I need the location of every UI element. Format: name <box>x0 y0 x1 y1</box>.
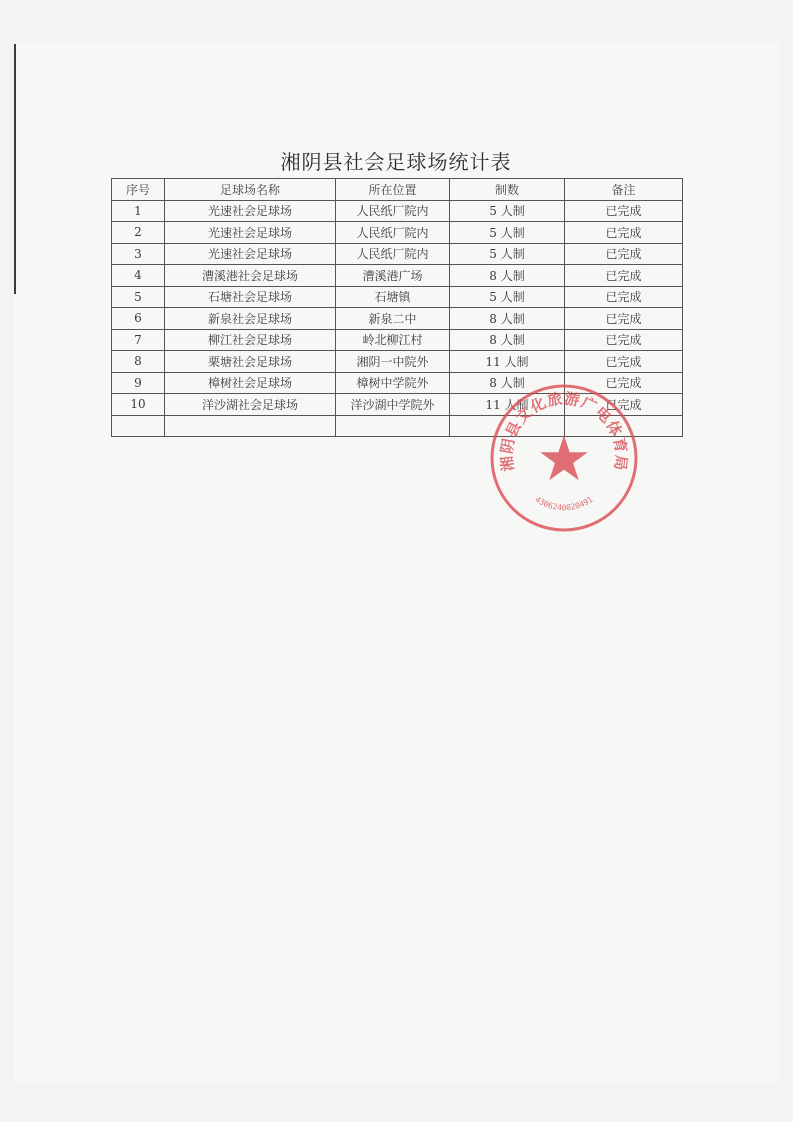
cell-location: 洋沙湖中学院外 <box>336 394 450 416</box>
cell-index: 1 <box>112 200 165 222</box>
header-format: 制数 <box>450 179 565 201</box>
cell-format: 11 人制 <box>450 394 565 416</box>
cell-format: 5 人制 <box>450 243 565 265</box>
cell-index: 9 <box>112 372 165 394</box>
cell-remark: 已完成 <box>565 200 683 222</box>
cell-location: 人民纸厂院内 <box>336 222 450 244</box>
cell-format: 5 人制 <box>450 222 565 244</box>
table-row <box>112 351 683 373</box>
official-seal-stamp <box>486 380 642 536</box>
cell-location: 人民纸厂院内 <box>336 200 450 222</box>
cell-name: 漕溪港社会足球场 <box>165 265 336 287</box>
header-location: 所在位置 <box>336 179 450 201</box>
table-row <box>112 286 683 308</box>
cell-location: 人民纸厂院内 <box>336 243 450 265</box>
cell-name: 洋沙湖社会足球场 <box>165 394 336 416</box>
cell-index: 5 <box>112 286 165 308</box>
table-row <box>112 243 683 265</box>
cell-name <box>165 415 336 437</box>
table-row <box>112 265 683 287</box>
cell-index: 4 <box>112 265 165 287</box>
cell-remark: 已完成 <box>565 222 683 244</box>
star-icon <box>540 435 588 480</box>
cell-index: 3 <box>112 243 165 265</box>
seal-text: 湘阴县文化旅游广电体育局 <box>497 389 631 473</box>
scan-edge-shadow <box>14 44 16 294</box>
cell-format: 8 人制 <box>450 372 565 394</box>
cell-format: 8 人制 <box>450 265 565 287</box>
cell-format: 5 人制 <box>450 286 565 308</box>
cell-remark: 已完成 <box>565 372 683 394</box>
cell-location: 湘阴一中院外 <box>336 351 450 373</box>
cell-remark: 已完成 <box>565 351 683 373</box>
cell-location: 樟树中学院外 <box>336 372 450 394</box>
cell-location: 岭北柳江村 <box>336 329 450 351</box>
cell-format: 11 人制 <box>450 351 565 373</box>
table-row <box>112 308 683 330</box>
cell-format: 8 人制 <box>450 329 565 351</box>
cell-remark: 已完成 <box>565 308 683 330</box>
cell-remark: 已完成 <box>565 243 683 265</box>
seal-number: 4306240020491 <box>533 494 595 513</box>
cell-name: 光速社会足球场 <box>165 200 336 222</box>
header-remark: 备注 <box>565 179 683 201</box>
document-title: 湘阴县社会足球场统计表 <box>280 150 512 174</box>
cell-location <box>336 415 450 437</box>
cell-remark: 已完成 <box>565 286 683 308</box>
cell-name: 光速社会足球场 <box>165 222 336 244</box>
cell-name: 新泉社会足球场 <box>165 308 336 330</box>
cell-index: 2 <box>112 222 165 244</box>
cell-remark: 已完成 <box>565 394 683 416</box>
table-row <box>112 222 683 244</box>
cell-name: 柳江社会足球场 <box>165 329 336 351</box>
table-header-row <box>112 179 683 201</box>
cell-name: 栗塘社会足球场 <box>165 351 336 373</box>
table-row <box>112 200 683 222</box>
cell-location: 石塘镇 <box>336 286 450 308</box>
table-row <box>112 329 683 351</box>
cell-index: 6 <box>112 308 165 330</box>
cell-index: 8 <box>112 351 165 373</box>
cell-name: 光速社会足球场 <box>165 243 336 265</box>
cell-remark: 已完成 <box>565 329 683 351</box>
header-index: 序号 <box>112 179 165 201</box>
cell-format: 8 人制 <box>450 308 565 330</box>
cell-name: 石塘社会足球场 <box>165 286 336 308</box>
cell-index <box>112 415 165 437</box>
cell-format: 5 人制 <box>450 200 565 222</box>
cell-remark: 已完成 <box>565 265 683 287</box>
cell-location: 新泉二中 <box>336 308 450 330</box>
header-name: 足球场名称 <box>165 179 336 201</box>
cell-index: 10 <box>112 394 165 416</box>
cell-index: 7 <box>112 329 165 351</box>
cell-location: 漕溪港广场 <box>336 265 450 287</box>
cell-name: 樟树社会足球场 <box>165 372 336 394</box>
